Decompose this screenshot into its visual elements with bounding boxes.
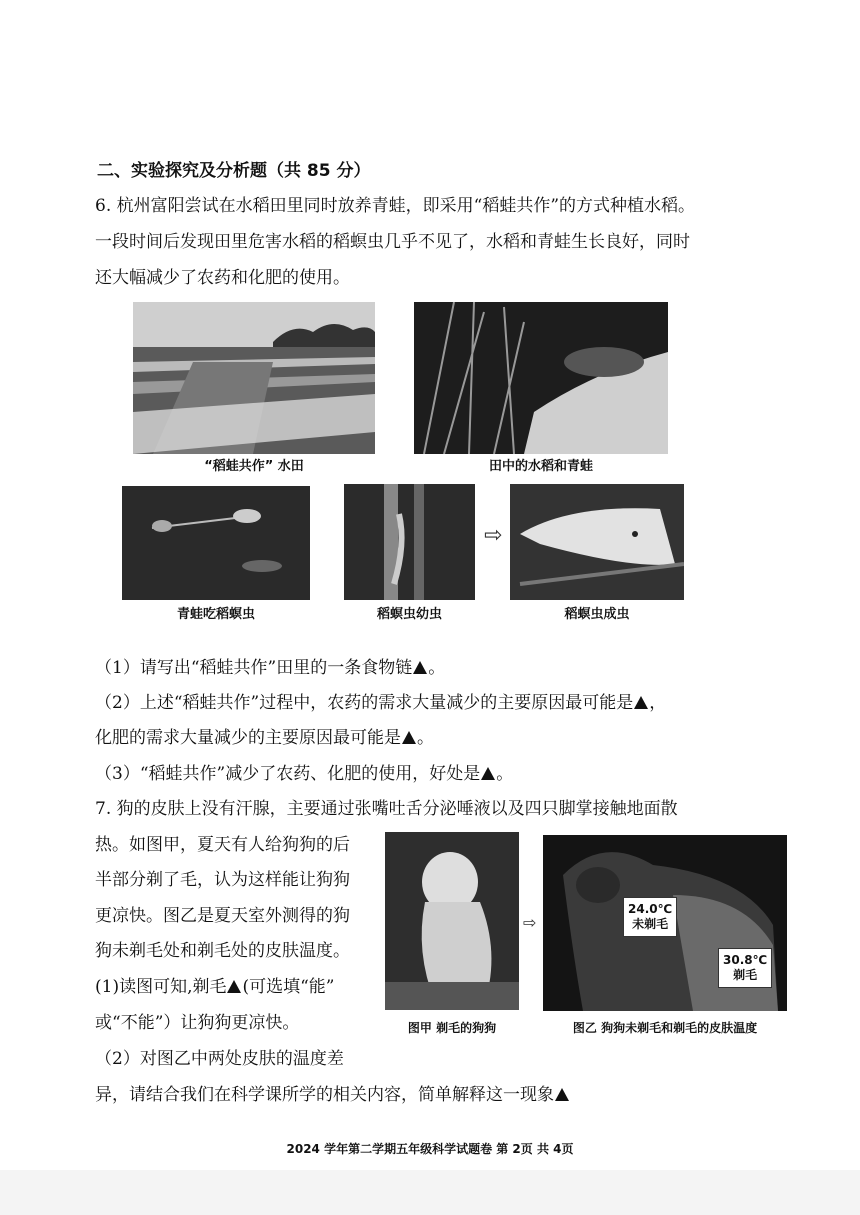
caption-larva: 稻螟虫幼虫 xyxy=(376,607,442,622)
q6-sub-3: （3）“稻蛙共作”减少了农药、化肥的使用，好处是 。 xyxy=(95,764,514,784)
q6-sub-1: （1）请写出“稻蛙共作”田里的一条食物链 。 xyxy=(95,658,446,678)
page-footer: 2024 学年第二学期五年级科学试题卷 第 2页 共 4页 xyxy=(286,1142,574,1156)
frog-eating-photo xyxy=(122,486,310,600)
q7-line-1: 7. 狗的皮肤上没有汗腺，主要通过张嘴吐舌分泌唾液以及四只脚掌接触地面散 xyxy=(95,799,678,819)
caption-figure-b: 图乙 狗狗未剃毛和剃毛的皮肤温度 xyxy=(572,1021,758,1035)
triangle-icon xyxy=(227,980,241,993)
q7-sub-1b: 或“不能”）让狗狗更凉快。 xyxy=(95,1013,300,1033)
temp-unshaved-label: 24.0℃ 未剃毛 xyxy=(623,897,677,937)
caption-adult: 稻螟虫成虫 xyxy=(564,607,630,622)
triangle-icon xyxy=(481,767,495,780)
q7-sub-2a: （2）对图乙中两处皮肤的温度差 xyxy=(95,1049,344,1069)
adult-moth-photo xyxy=(510,484,684,600)
section-title: 二、实验探究及分析题（共 85 分） xyxy=(97,161,371,181)
rice-frog-photo xyxy=(414,302,668,454)
q7-line-3: 半部分剃了毛，认为这样能让狗狗 xyxy=(95,870,350,890)
triangle-icon xyxy=(555,1088,569,1101)
thermal-dog-photo xyxy=(543,835,787,1011)
triangle-icon xyxy=(634,696,648,709)
arrow-right-icon: ⇨ xyxy=(484,523,503,548)
paddy-field-photo xyxy=(133,302,375,454)
triangle-icon xyxy=(413,661,427,674)
triangle-icon xyxy=(402,731,416,744)
q6-line-3: 还大幅减少了农药和化肥的使用。 xyxy=(95,268,350,288)
larva-photo xyxy=(344,484,475,600)
q6-sub-2b: 化肥的需求大量减少的主要原因最可能是 。 xyxy=(95,728,434,748)
arrow-right-icon: ⇨ xyxy=(523,913,537,932)
q7-line-4: 更凉快。图乙是夏天室外测得的狗 xyxy=(95,906,350,926)
scan-margin xyxy=(0,1170,860,1215)
q7-sub-1a: (1)读图可知,剃毛 (可选填“能” xyxy=(95,977,335,997)
caption-rice-frog: 田中的水稻和青蛙 xyxy=(488,459,593,474)
q7-line-5: 狗未剃毛处和剃毛处的皮肤温度。 xyxy=(95,941,350,961)
q7-line-2: 热。如图甲，夏天有人给狗狗的后 xyxy=(95,835,350,855)
q6-line-1: 6. 杭州富阳尝试在水稻田里同时放养青蛙，即采用“稻蛙共作”的方式种植水稻。 xyxy=(95,196,696,216)
shaved-dog-photo xyxy=(385,832,519,1010)
q6-line-2: 一段时间后发现田里危害水稻的稻螟虫几乎不见了，水稻和青蛙生长良好，同时 xyxy=(95,232,690,252)
caption-figure-a: 图甲 剃毛的狗狗 xyxy=(407,1021,497,1035)
caption-frog-eating: 青蛙吃稻螟虫 xyxy=(176,607,255,622)
caption-paddy-field: “稻蛙共作” 水田 xyxy=(204,459,304,474)
temp-shaved-label: 30.8℃ 剃毛 xyxy=(718,948,772,988)
q7-sub-2b: 异，请结合我们在科学课所学的相关内容，简单解释这一现象 xyxy=(95,1084,570,1106)
q6-sub-2a: （2）上述“稻蛙共作”过程中，农药的需求大量减少的主要原因最可能是 ， xyxy=(95,693,667,713)
